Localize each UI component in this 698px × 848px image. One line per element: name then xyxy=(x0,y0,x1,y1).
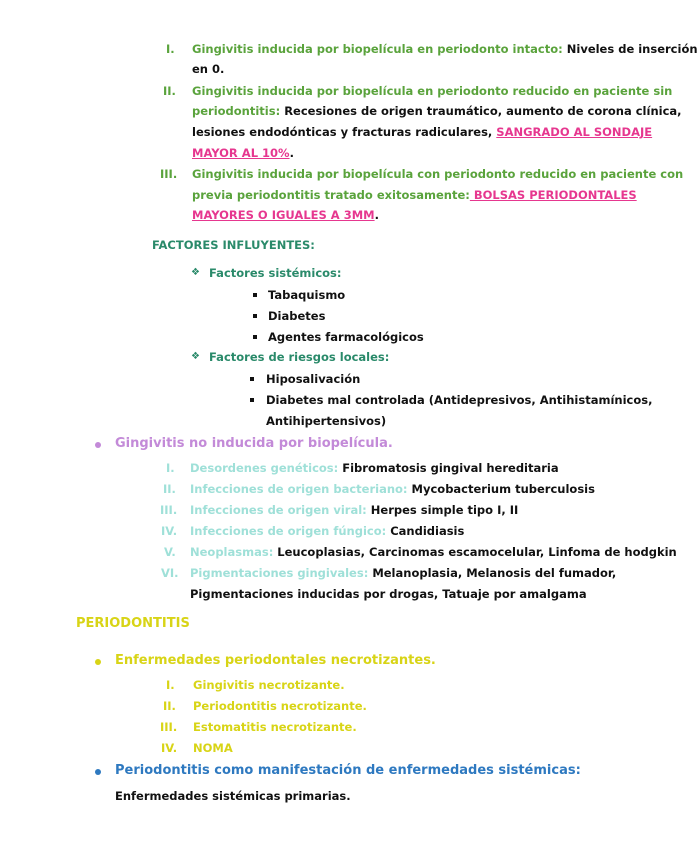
list-item: Gingivitis necrotizante. xyxy=(193,678,345,692)
list-item: Periodontitis necrotizante. xyxy=(193,699,367,713)
list-item: NOMA xyxy=(193,741,233,755)
section-heading: Periodontitis como manifestación de enfermedades sistémicas: xyxy=(115,763,581,778)
list-item-continuation: MAYOR AL 10%. xyxy=(192,146,294,160)
bullet-dot-icon xyxy=(95,442,101,448)
sub-heading: Factores sistémicos: xyxy=(209,266,342,280)
list-item: Gingivitis inducida por biopelícula en periodonto intacto: Niveles de inserción xyxy=(192,42,698,56)
roman-numeral: I. xyxy=(166,42,175,56)
highlight-text: MAYOR AL 10% xyxy=(192,146,290,160)
list-item-continuation: MAYORES O IGUALES A 3MM. xyxy=(192,208,379,222)
roman-numeral: II. xyxy=(163,84,176,98)
square-bullet-icon xyxy=(250,377,254,381)
section-heading: Enfermedades periodontales necrotizantes. xyxy=(115,653,436,668)
list-item: Gingivitis inducida por biopelícula en periodonto reducido en paciente sin xyxy=(192,84,673,98)
list-item: Diabetes xyxy=(268,309,326,323)
bullet-dot-icon xyxy=(95,659,101,665)
list-item: Estomatitis necrotizante. xyxy=(193,720,357,734)
roman-numeral: III. xyxy=(160,503,178,517)
list-item: Tabaquismo xyxy=(268,288,346,302)
square-bullet-icon xyxy=(253,335,257,339)
list-item: Gingivitis inducida por biopelícula con periodonto reducido en paciente con xyxy=(192,167,684,181)
roman-numeral: I. xyxy=(166,678,175,692)
section-heading: FACTORES INFLUYENTES: xyxy=(152,238,315,252)
list-item-continuation: lesiones endodónticas y fracturas radiculares, SANGRADO AL SONDAJE xyxy=(192,125,653,139)
square-bullet-icon xyxy=(253,314,257,318)
list-item: Pigmentaciones gingivales: Melanoplasia, Melanosis del fumador, xyxy=(190,566,617,580)
list-item-continuation: Pigmentaciones inducidas por drogas, Tatuaje por amalgama xyxy=(190,587,587,601)
roman-numeral: VI. xyxy=(161,566,179,580)
roman-numeral: V. xyxy=(164,545,176,559)
list-item: Infecciones de origen bacteriano: Mycobacterium tuberculosis xyxy=(190,482,595,496)
diamond-bullet-icon: ❖ xyxy=(191,267,200,278)
list-item: Infecciones de origen fúngico: Candidiasis xyxy=(190,524,465,538)
sub-text: Enfermedades sistémicas primarias. xyxy=(115,789,351,803)
list-item-continuation: en 0. xyxy=(192,62,225,76)
bullet-dot-icon xyxy=(95,769,101,775)
list-item: Diabetes mal controlada (Antidepresivos, Antihistamínicos, xyxy=(266,393,653,407)
roman-numeral: III. xyxy=(160,167,178,181)
section-title: PERIODONTITIS xyxy=(76,616,190,631)
diamond-bullet-icon: ❖ xyxy=(191,351,200,362)
list-item: Desordenes genéticos: Fibromatosis gingival hereditaria xyxy=(190,461,559,475)
list-item: Infecciones de origen viral: Herpes simple tipo I, II xyxy=(190,503,519,517)
list-item-continuation: periodontitis: Recesiones de origen traumático, aumento de corona clínica, xyxy=(192,104,682,118)
list-item: Agentes farmacológicos xyxy=(268,330,424,344)
highlight-text: MAYORES O IGUALES A 3MM xyxy=(192,208,375,222)
highlight-text: SANGRADO AL SONDAJE xyxy=(496,125,653,139)
square-bullet-icon xyxy=(250,398,254,402)
roman-numeral: IV. xyxy=(161,524,178,538)
list-item: Neoplasmas: Leucoplasias, Carcinomas escamocelular, Linfoma de hodgkin xyxy=(190,545,677,559)
section-heading: Gingivitis no inducida por biopelícula. xyxy=(115,436,393,451)
list-item-continuation: Antihipertensivos) xyxy=(266,414,387,428)
list-item: Hiposalivación xyxy=(266,372,361,386)
list-item-continuation: previa periodontitis tratado exitosamente: BOLSAS PERIODONTALES xyxy=(192,188,637,202)
square-bullet-icon xyxy=(253,293,257,297)
sub-heading: Factores de riesgos locales: xyxy=(209,350,390,364)
roman-numeral: II. xyxy=(163,699,176,713)
roman-numeral: I. xyxy=(166,461,175,475)
roman-numeral: II. xyxy=(163,482,176,496)
roman-numeral: III. xyxy=(160,720,178,734)
roman-numeral: IV. xyxy=(161,741,178,755)
highlight-text: BOLSAS PERIODONTALES xyxy=(469,188,637,202)
